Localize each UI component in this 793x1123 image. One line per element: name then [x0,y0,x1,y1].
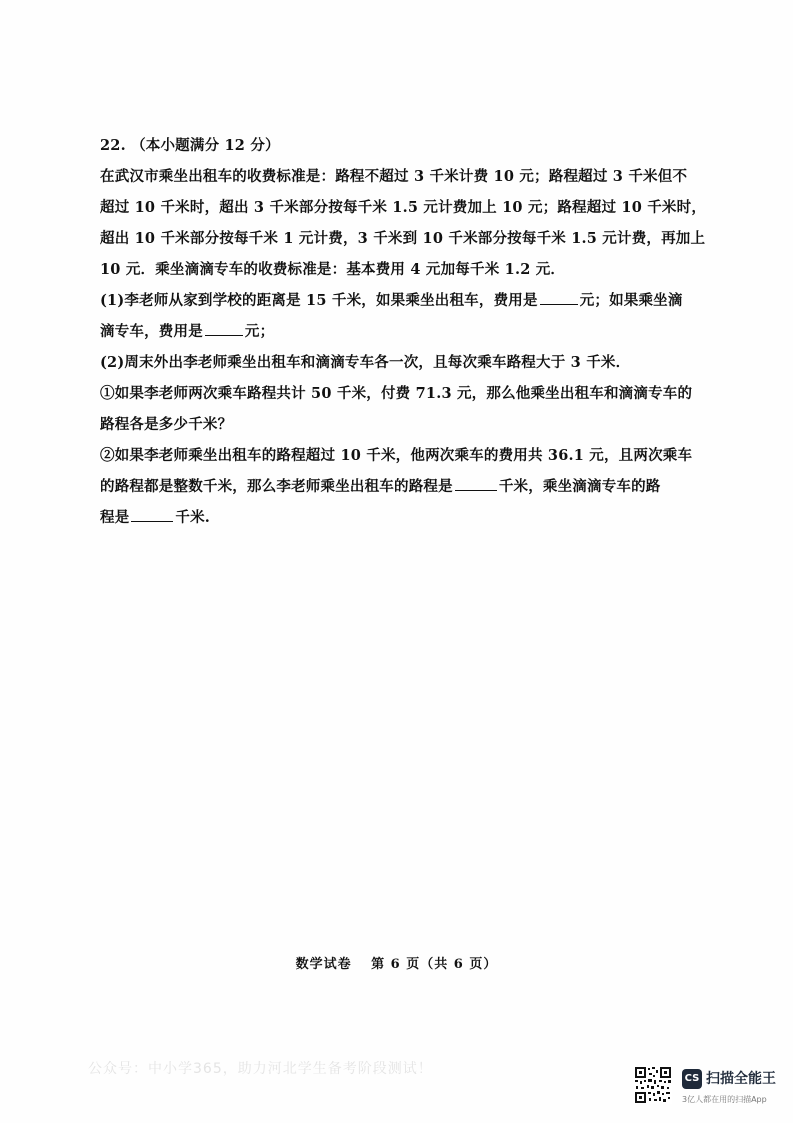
part2-q1-line-2: 路程各是多少千米？ [100,416,233,433]
qr-code-icon [634,1066,672,1104]
part1-line-2 [100,316,660,347]
intro-line-1: 在武汉市乘坐出租车的收费标准是：路程不超过 3 千米计费 10 元；路程超过 3 千米但不 [100,168,688,185]
part1-text-b: 元；如果乘坐滴 [579,292,683,309]
part2-q2-text-c: 程是 [100,509,130,526]
part1-text-a: (1)李老师从家到学校的距离是 15 千米，如果乘坐出租车，费用是 [100,292,538,309]
part2-intro: (2)周末外出李老师乘坐出租车和滴滴专车各一次，且每次乘车路程大于 3 千米． [100,354,631,371]
page-footer: 数学试卷 第 6 页（共 6 页） [295,957,498,972]
scanner-app-slogan: 3亿人都在用的扫描App [682,1095,767,1104]
part1-text-d: 元； [244,323,275,340]
camscanner-logo: CS [682,1069,702,1089]
answer-blank-taxi-cost[interactable] [540,286,578,305]
part2-q2-text-b: 千米，乘坐滴滴专车的路 [498,478,661,495]
scanner-badge [634,1066,784,1110]
answer-blank-didi-distance[interactable] [131,503,173,522]
scanner-app-name: 扫描全能王 [706,1071,776,1087]
part2-q2-text-a: 的路程都是整数千米，那么李老师乘坐出租车的路程是 [100,478,453,495]
intro-line-3: 超出 10 千米部分按每千米 1 元计费，3 千米到 10 千米部分按每千米 1.5 元计费，再加上 [100,230,706,247]
part2-q2-line-1: ②如果李老师乘坐出租车的路程超过 10 千米，他两次乘车的费用共 36.1 元，且两次乘车 [100,447,693,464]
problem-22 [100,130,707,533]
part1-line-1 [100,285,683,316]
intro-line-2: 超过 10 千米时，超出 3 千米部分按每千米 1.5 元计费加上 10 元；路程超过 10 千米时， [100,199,707,216]
part2-q2-line-3 [100,502,660,533]
answer-blank-taxi-distance[interactable] [455,472,497,491]
part2-q1-line-1: ①如果李老师两次乘车路程共计 50 千米，付费 71.3 元，那么他乘坐出租车和滴滴专车的 [100,385,693,402]
part2-q2-line-2 [100,471,660,502]
watermark-text: 公众号：中小学365，助力河北学生备考阶段测试！ [88,1061,433,1077]
intro-line-4: 10 元．乘坐滴滴专车的收费标准是：基本费用 4 元加每千米 1.2 元． [100,261,566,278]
problem-header: 22. （本小题满分 12 分） [100,137,280,154]
part1-text-c: 滴专车，费用是 [100,323,203,340]
answer-blank-didi-cost[interactable] [205,317,243,336]
part2-q2-text-d: 千米. [175,509,211,526]
